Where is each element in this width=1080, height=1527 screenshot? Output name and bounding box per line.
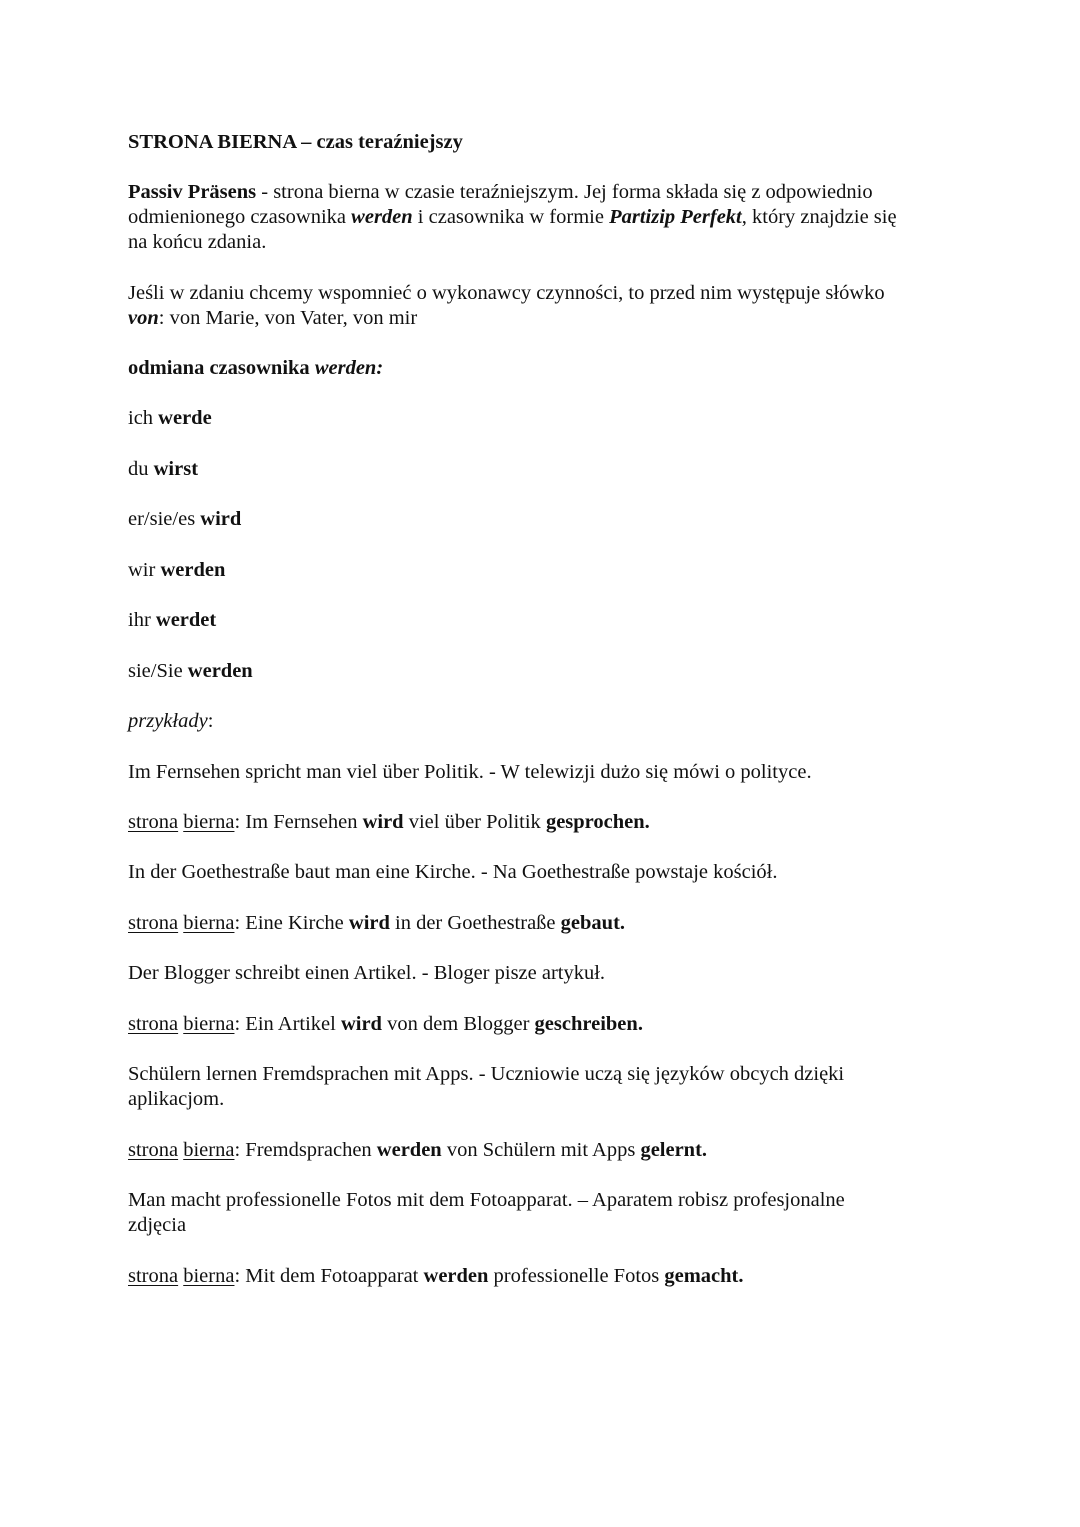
conjugation-row: ihr werdet <box>128 609 217 631</box>
example-passive-sentence: strona bierna: Im Fernsehen wird viel über Politik gesprochen. <box>128 811 650 833</box>
example-active-sentence: Der Blogger schreibt einen Artikel. - Bloger pisze artykuł. <box>128 962 606 984</box>
agent-line-1: Jeśli w zdaniu chcemy wspomnieć o wykonawcy czynności, to przed nim występuje słówko <box>128 282 885 304</box>
example-active-sentence-cont: aplikacjom. <box>128 1088 225 1110</box>
conjugation-row: wir werden <box>128 559 226 581</box>
agent-line-2: von: von Marie, von Vater, von mir <box>128 307 418 329</box>
conjugation-row: sie/Sie werden <box>128 660 253 682</box>
example-passive-sentence: strona bierna: Eine Kirche wird in der Goethestraße gebaut. <box>128 912 626 934</box>
intro-line-1: Passiv Präsens - strona bierna w czasie teraźniejszym. Jej forma składa się z odpowiednio <box>128 181 873 203</box>
examples-label: przykłady: <box>128 710 214 732</box>
example-active-sentence: Man macht professionelle Fotos mit dem Fotoapparat. – Aparatem robisz profesjonalne <box>128 1189 845 1211</box>
intro-line-3: na końcu zdania. <box>128 231 267 253</box>
example-active-sentence: In der Goethestraße baut man eine Kirche. - Na Goethestraße powstaje kościół. <box>128 861 778 883</box>
conjugation-heading: odmiana czasownika werden: <box>128 357 384 379</box>
example-passive-sentence: strona bierna: Ein Artikel wird von dem Blogger geschreiben. <box>128 1013 643 1035</box>
example-active-sentence: Im Fernsehen spricht man viel über Politik. - W telewizji dużo się mówi o polityce. <box>128 761 812 783</box>
conjugation-row: du wirst <box>128 458 199 480</box>
example-active-sentence: Schülern lernen Fremdsprachen mit Apps. - Uczniowie uczą się języków obcych dzięki <box>128 1063 845 1085</box>
conjugation-row: er/sie/es wird <box>128 508 242 530</box>
example-active-sentence-cont: zdjęcia <box>128 1214 187 1236</box>
conjugation-row: ich werde <box>128 407 212 429</box>
example-passive-sentence: strona bierna: Mit dem Fotoapparat werden professionelle Fotos gemacht. <box>128 1265 744 1287</box>
example-passive-sentence: strona bierna: Fremdsprachen werden von Schülern mit Apps gelernt. <box>128 1139 708 1161</box>
document-title: STRONA BIERNA – czas teraźniejszy <box>128 131 463 153</box>
intro-line-2: odmienionego czasownika werden i czasownika w formie Partizip Perfekt, który znajdzie się <box>128 206 897 228</box>
